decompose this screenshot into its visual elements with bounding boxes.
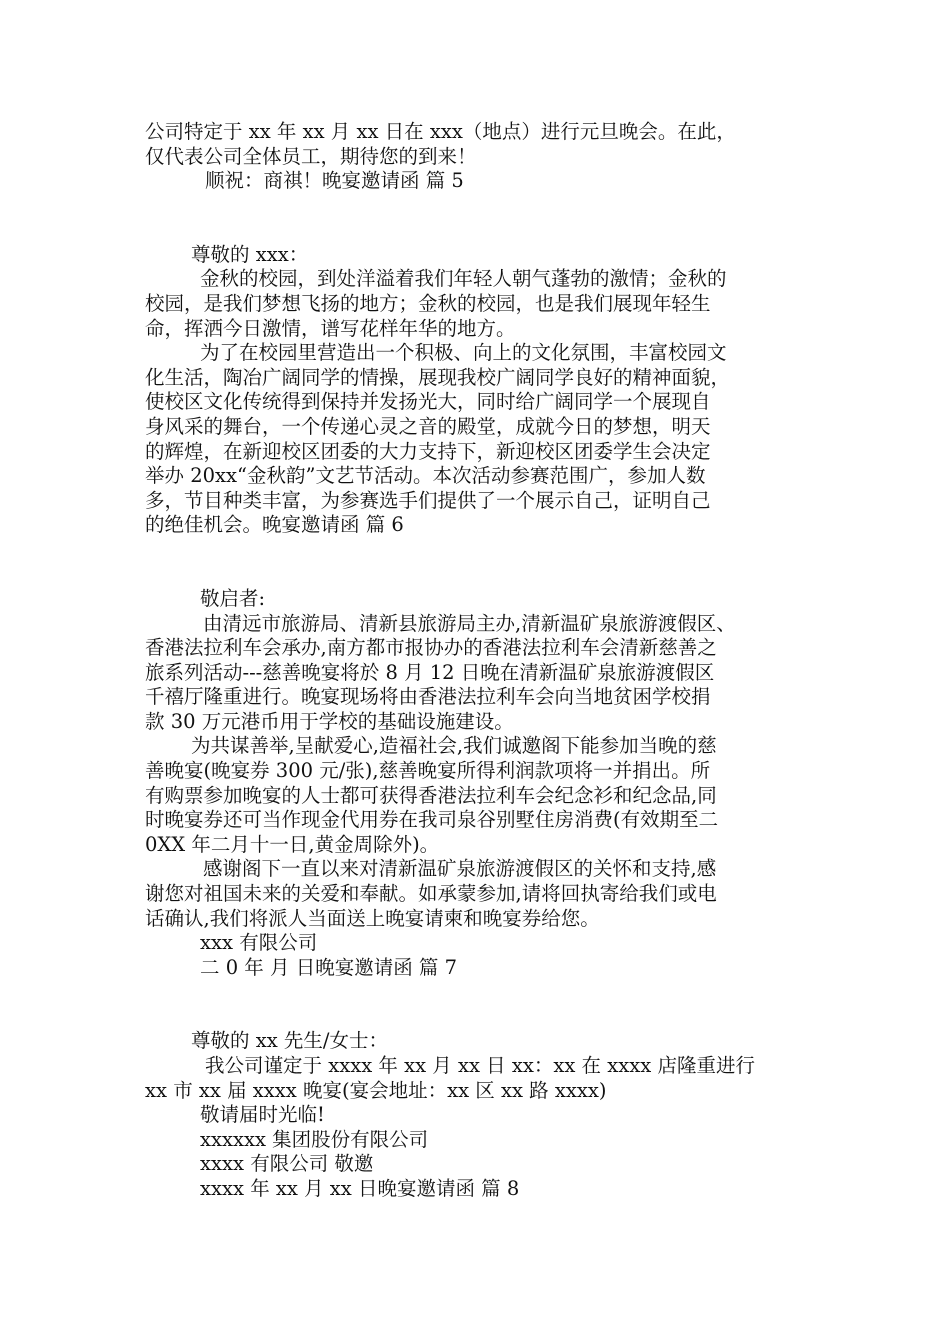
text-line: 谢您对祖国未来的关爱和奉献。如承蒙参加,请将回执寄给我们或电 <box>145 882 717 906</box>
text-line: 话确认,我们将派人当面送上晚宴请柬和晚宴券给您。 <box>145 906 600 930</box>
text-line: 为共谋善举,呈献爱心,造福社会,我们诚邀阁下能参加当晚的慈 <box>191 734 717 758</box>
text-line: 香港法拉利车会承办,南方都市报协办的香港法拉利车会清新慈善之 <box>145 636 717 660</box>
text-line: 尊敬的 xx 先生/女士： <box>191 1029 388 1053</box>
text-line: 时晚宴券还可当作现金代用券在我司泉谷别墅住房消费(有效期至二 <box>145 808 719 832</box>
text-line: 的辉煌，在新迎校区团委的大力支持下，新迎校区团委学生会决定 <box>145 439 711 463</box>
text-line: 的绝佳机会。晚宴邀请函 篇 6 <box>145 513 404 537</box>
text-line: 为了在校园里营造出一个积极、向上的文化氛围，丰富校园文 <box>200 341 727 365</box>
text-line: 仅代表公司全体员工，期待您的到来！ <box>145 144 477 168</box>
text-line: 善晚宴(晚宴券 300 元/张),慈善晚宴所得利润款项将一并捐出。所 <box>145 759 711 783</box>
text-line: 旅系列活动---慈善晚宴将於 8 月 12 日晚在清新温矿泉旅游渡假区 <box>145 660 715 684</box>
text-line: 尊敬的 xxx： <box>191 242 309 266</box>
text-line: 使校区文化传统得到保持并发扬光大，同时给广阔同学一个展现自 <box>145 390 711 414</box>
letter-section <box>145 120 805 194</box>
section-gap <box>145 538 805 587</box>
text-line: 身风采的舞台，一个传递心灵之音的殿堂，成就今日的梦想，明天 <box>145 414 711 438</box>
text-line: 化生活，陶冶广阔同学的情操，展现我校广阔同学良好的精神面貌， <box>145 365 731 389</box>
text-line: 二 0 年 月 日晚宴邀请函 篇 7 <box>200 955 458 979</box>
text-line: 款 30 万元港币用于学校的基础设施建设。 <box>145 709 514 733</box>
text-line: 由清远市旅游局、清新县旅游局主办,清新温矿泉旅游渡假区、 <box>203 611 736 635</box>
text-line: xx 市 xx 届 xxxx 晚宴(宴会地址：xx 区 xx 路 xxxx) <box>145 1078 607 1102</box>
text-line: 命，挥洒今日激情，谱写花样年华的地方。 <box>145 316 516 340</box>
text-line: 公司特定于 xx 年 xx 月 xx 日在 xxx（地点）进行元旦晚会。在此， <box>145 120 736 143</box>
section-gap <box>145 980 805 1029</box>
text-line: xxxx 有限公司 敬邀 <box>200 1152 374 1176</box>
text-line: 金秋的校园，到处洋溢着我们年轻人朝气蓬勃的激情；金秋的 <box>200 267 727 291</box>
document-body <box>145 120 805 1202</box>
letter-section <box>145 587 805 981</box>
text-line: 0XX 年二月十一日,黄金周除外)。 <box>145 832 440 856</box>
text-line: xxxx 年 xx 月 xx 日晚宴邀请函 篇 8 <box>200 1176 520 1200</box>
text-line: 千禧厅隆重进行。晚宴现场将由香港法拉利车会向当地贫困学校捐 <box>145 685 711 709</box>
section-gap <box>145 194 805 243</box>
text-line: 顺祝：商祺！晚宴邀请函 篇 5 <box>205 169 464 193</box>
text-line: xxx 有限公司 <box>200 931 318 955</box>
text-line: 有购票参加晚宴的人士都可获得香港法拉利车会纪念衫和纪念品,同 <box>145 783 717 807</box>
text-line: 校园，是我们梦想飞扬的地方；金秋的校园，也是我们展现年轻生 <box>145 291 711 315</box>
text-line: 感谢阁下一直以来对清新温矿泉旅游渡假区的关怀和支持,感 <box>203 857 717 881</box>
text-line: 敬请届时光临! <box>200 1103 325 1127</box>
text-line: 我公司谨定于 xxxx 年 xx 月 xx 日 xx：xx 在 xxxx 店隆重进行 <box>205 1054 755 1077</box>
text-line: 举办 20xx“金秋韵”文艺节活动。本次活动参赛范围广，参加人数 <box>145 464 706 488</box>
letter-section <box>145 243 805 538</box>
letter-section <box>145 1029 805 1201</box>
text-line: 敬启者: <box>200 586 266 610</box>
text-line: 多，节目种类丰富，为参赛选手们提供了一个展示自己，证明自己 <box>145 488 711 512</box>
text-line: xxxxxx 集团股份有限公司 <box>200 1127 429 1151</box>
document-page <box>145 120 805 1202</box>
